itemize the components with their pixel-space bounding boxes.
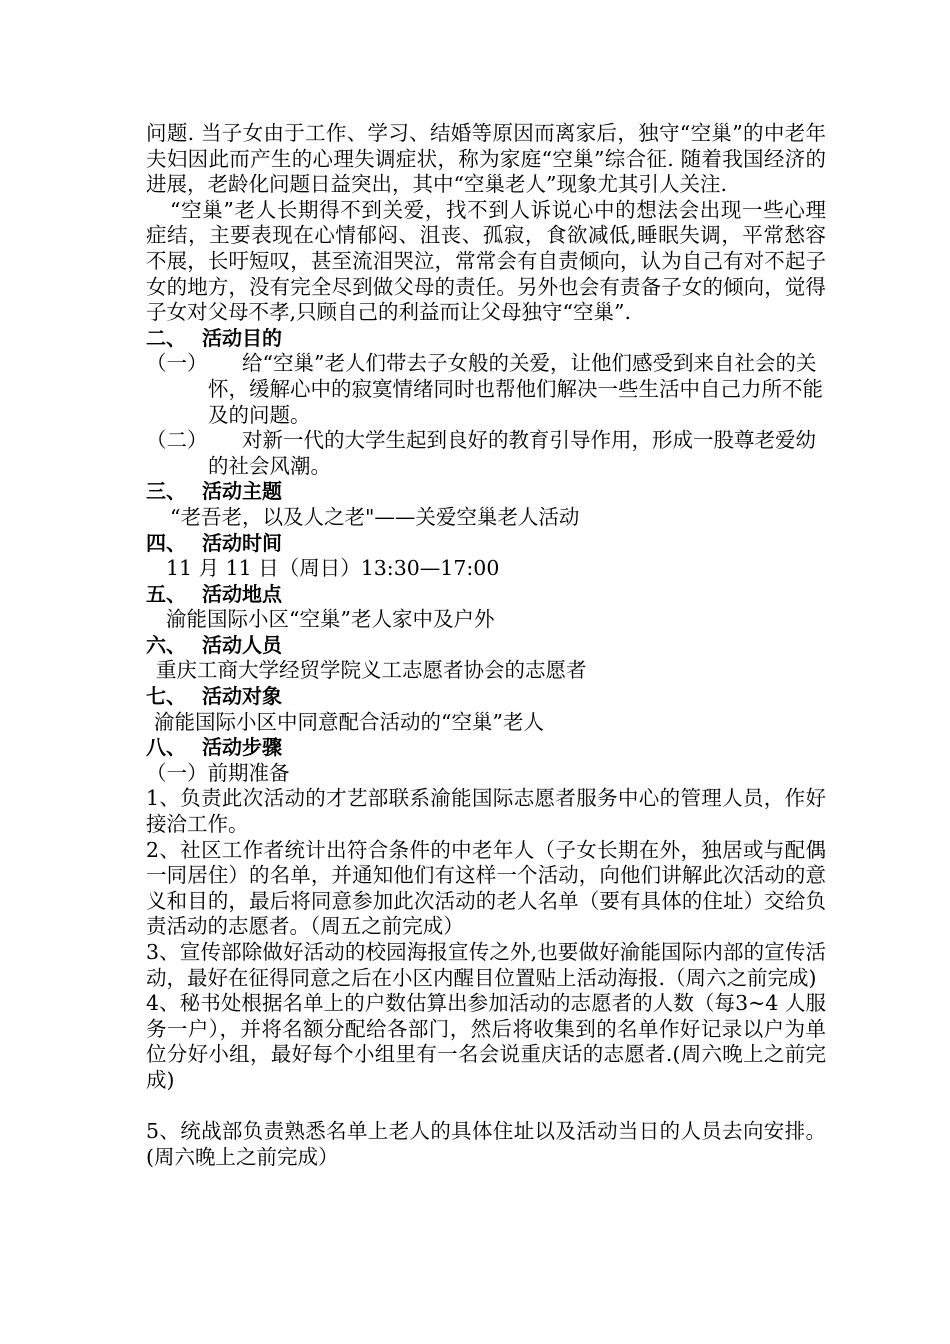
section-heading-2 (146, 326, 826, 352)
staff-text: 重庆工商大学经贸学院义工志愿者协会的志愿者 (156, 658, 587, 683)
section-title: 活动地点 (202, 581, 282, 606)
target-text: 渝能国际小区中同意配合活动的“空巢”老人 (154, 709, 544, 734)
section-number: 二、 (146, 325, 186, 350)
intro-paragraph-2: “空巢”老人长期得不到关爱，找不到人诉说心中的想法会出现一些心理症结，主要表现在心情郁闷、沮丧、孤寂，食欲减低,睡眠失调，平常愁容不展，长吁短叹，甚至流泪哭泣，常常会有自责倾向，认为自己有对不起子女的地方，没有完全尽到做父母的责任。另外也会有责备子女的倾向，觉得子女对父母不孝,只顾自己的利益而让父母独守“空巢”. (146, 197, 826, 325)
intro-paragraph-1: 问题. 当子女由于工作、学习、结婚等原因而离家后，独守“空巢”的中老年夫妇因此而产生的心理失调症状，称为家庭“空巢”综合征. 随着我国经济的进展，老龄化问题日益突出，其中“空巢老人”现象尤其引人关注. (146, 121, 826, 197)
section-title: 活动目的 (202, 325, 282, 350)
goal-item-1 (146, 351, 826, 428)
step-2: 2、社区工作者统计出符合条件的中老年人（子女长期在外，独居或与配偶一同居住）的名单，并通知他们有这样一个活动，向他们讲解此次活动的意义和目的，最后将同意参加此次活动的老人名单（要有具体的住址）交给负责活动的志愿者。（周五之前完成） (146, 837, 826, 939)
step-5: 5、统战部负责熟悉名单上老人的具体住址以及活动当日的人员去向安排。(周六晚上之前完成） (146, 1119, 826, 1169)
section-number: 四、 (146, 530, 186, 555)
goal-item-label: （二） (146, 428, 208, 453)
time-text: 11 月 11 日（周日）13:30—17:00 (166, 556, 500, 581)
section-title: 活动步骤 (202, 735, 282, 760)
goal-item-text: 对新一代的大学生起到良好的教育引导作用，形成一股尊老爱幼的社会风潮。 (208, 428, 816, 478)
section-heading-8 (146, 735, 826, 761)
section-heading-6 (146, 633, 826, 659)
subsection-heading: （一）前期准备 (146, 760, 290, 785)
section-heading-3 (146, 479, 826, 505)
theme-text: “老吾老，以及人之老"——关爱空巢老人活动 (170, 504, 580, 529)
section-number: 七、 (146, 684, 186, 709)
location-text: 渝能国际小区“空巢”老人家中及户外 (166, 607, 495, 632)
section-number: 六、 (146, 632, 186, 657)
goal-item-label: （一） (146, 351, 208, 376)
blank-line (146, 1094, 826, 1120)
section-title: 活动人员 (202, 632, 282, 657)
section-heading-5 (146, 582, 826, 608)
section-number: 三、 (146, 479, 186, 504)
step-4: 4、秘书处根据名单上的户数估算出参加活动的志愿者的人数（每3~4 人服务一户），并将名额分配给各部门，然后将收集到的名单作好记录以户为单位分好小组，最好每个小组里有一名会说重庆话的志愿者.(周六晚上之前完成) (146, 991, 826, 1092)
goal-item-2 (146, 428, 826, 479)
goal-item-text: 给“空巢”老人们带去子女般的关爱，让他们感受到来自社会的关怀，缓解心中的寂寞情绪同时也帮他们解决一些生活中自己力所不能及的问题。 (208, 351, 823, 427)
section-heading-7 (146, 684, 826, 710)
section-title: 活动时间 (202, 530, 282, 555)
document-page (146, 121, 826, 1170)
section-number: 五、 (146, 581, 186, 606)
step-3: 3、宣传部除做好活动的校园海报宣传之外,也要做好渝能国际内部的宣传活动，最好在征得同意之后在小区内醒目位置贴上活动海报.（周六之前完成) (146, 940, 826, 990)
section-title: 活动主题 (202, 479, 282, 504)
step-1: 1、负责此次活动的才艺部联系渝能国际志愿者服务中心的管理人员，作好接洽工作。 (146, 786, 826, 837)
section-heading-4 (146, 531, 826, 557)
section-number: 八、 (146, 735, 186, 760)
section-title: 活动对象 (202, 684, 282, 709)
